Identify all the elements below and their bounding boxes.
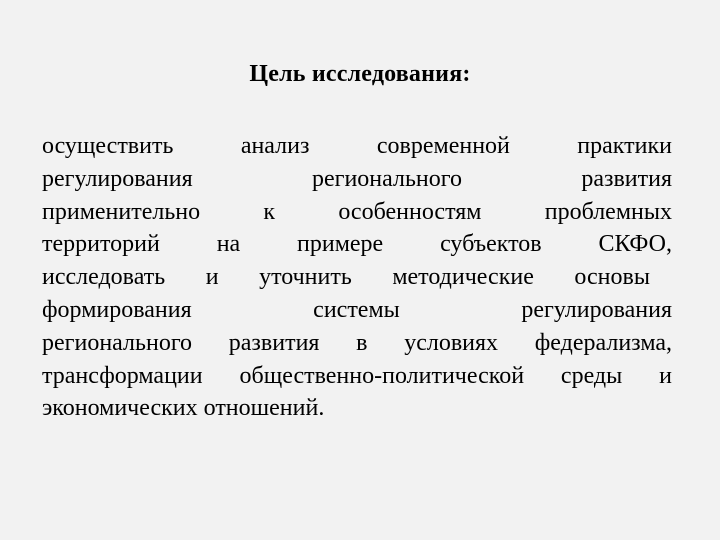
word: федерализма, [534, 329, 672, 356]
word: уточнить [259, 264, 352, 291]
word: исследовать [42, 264, 166, 291]
text-line-2 [42, 163, 672, 196]
text-line-7 [42, 327, 672, 360]
word: субъектов [440, 231, 542, 258]
word: осуществить [42, 133, 174, 159]
slide-title: Цель исследования: [249, 61, 471, 87]
word: проблемных [544, 198, 672, 225]
word: СКФО, [598, 231, 672, 258]
text-line-9: экономических отношений. [42, 395, 325, 422]
word: регионального [311, 165, 463, 192]
word: среды [560, 362, 623, 389]
word: анализ [240, 133, 310, 159]
word: регионального [42, 329, 193, 356]
text-line-8 [42, 360, 672, 393]
word: общественно-политической [239, 362, 525, 389]
word: и [659, 362, 672, 389]
word: системы [313, 296, 400, 323]
word: и [205, 264, 219, 291]
research-goal-text [42, 130, 672, 425]
word: трансформации [42, 362, 203, 389]
word: регулирования [521, 296, 672, 323]
word: к [263, 198, 276, 225]
word: применительно [42, 198, 201, 225]
word: практики [577, 133, 672, 159]
text-line-5 [42, 261, 672, 294]
word: регулирования [42, 165, 193, 192]
word: современной [376, 133, 510, 159]
word: на [216, 231, 241, 258]
word: основы [574, 264, 650, 291]
word: развития [581, 165, 672, 192]
word: территорий [42, 231, 160, 258]
text-line-3 [42, 196, 672, 229]
word: примере [297, 231, 384, 258]
word: условиях [404, 329, 499, 356]
word: формирования [42, 296, 192, 323]
text-line-4 [42, 228, 672, 261]
text-line-6 [42, 294, 672, 327]
word: методические [392, 264, 534, 291]
word: особенностям [338, 198, 482, 225]
word: развития [228, 329, 320, 356]
word: в [356, 329, 368, 356]
text-line-1 [42, 130, 672, 163]
